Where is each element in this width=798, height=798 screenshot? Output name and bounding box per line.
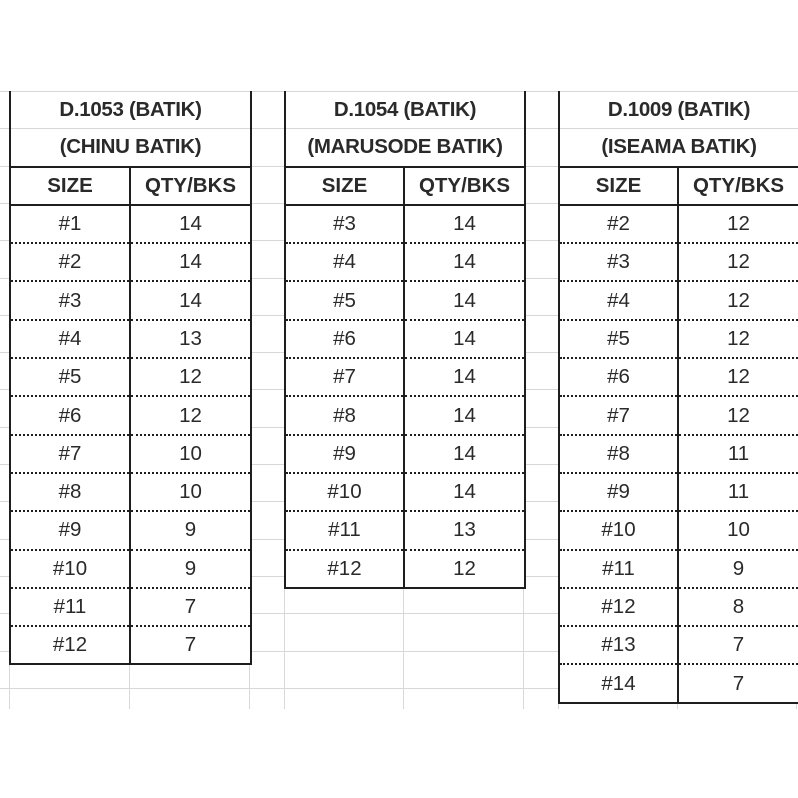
size-cell[interactable]: #5 [10, 358, 130, 396]
table-row [559, 588, 798, 626]
column-header-qty[interactable]: QTY/BKS [130, 167, 251, 205]
table-row [559, 664, 798, 702]
qty-cell[interactable]: 11 [678, 473, 798, 511]
qty-cell[interactable]: 14 [130, 243, 251, 281]
table-title-code[interactable]: D.1053 (BATIK) [10, 92, 251, 129]
table-row [285, 511, 525, 549]
qty-cell[interactable]: 12 [130, 396, 251, 434]
qty-cell[interactable]: 12 [678, 205, 798, 243]
size-cell[interactable]: #13 [559, 626, 678, 664]
qty-cell[interactable]: 14 [404, 435, 525, 473]
qty-cell[interactable]: 14 [404, 281, 525, 319]
qty-cell[interactable]: 7 [130, 588, 251, 626]
size-table-d1053 [9, 91, 252, 665]
column-header-size[interactable]: SIZE [559, 167, 678, 205]
table-row [10, 320, 251, 358]
size-cell[interactable]: #3 [285, 205, 404, 243]
column-header-qty[interactable]: QTY/BKS [678, 167, 798, 205]
qty-cell[interactable]: 12 [678, 281, 798, 319]
qty-cell[interactable]: 12 [678, 358, 798, 396]
table-row [10, 281, 251, 319]
table-row [559, 205, 798, 243]
table-row [10, 205, 251, 243]
table-row [559, 281, 798, 319]
table-row [10, 626, 251, 664]
table-row [10, 511, 251, 549]
size-cell[interactable]: #6 [285, 320, 404, 358]
table-row [559, 358, 798, 396]
qty-cell[interactable]: 14 [404, 320, 525, 358]
table-title-name[interactable]: (CHINU BATIK) [10, 129, 251, 167]
qty-cell[interactable]: 9 [130, 511, 251, 549]
table-row [10, 396, 251, 434]
table-row [559, 626, 798, 664]
table-row [559, 550, 798, 588]
size-cell[interactable]: #6 [10, 396, 130, 434]
size-cell[interactable]: #9 [285, 435, 404, 473]
qty-cell[interactable]: 9 [130, 550, 251, 588]
table-title-name[interactable]: (ISEAMA BATIK) [559, 129, 798, 167]
size-cell[interactable]: #6 [559, 358, 678, 396]
size-cell[interactable]: #9 [10, 511, 130, 549]
size-cell[interactable]: #14 [559, 664, 678, 702]
table-row [285, 243, 525, 281]
qty-cell[interactable]: 10 [678, 511, 798, 549]
size-cell[interactable]: #4 [10, 320, 130, 358]
qty-cell[interactable]: 14 [404, 473, 525, 511]
size-cell[interactable]: #7 [10, 435, 130, 473]
table-row [10, 588, 251, 626]
qty-cell[interactable]: 14 [404, 243, 525, 281]
table-title-code[interactable]: D.1009 (BATIK) [559, 92, 798, 129]
table-row [559, 435, 798, 473]
size-cell[interactable]: #2 [10, 243, 130, 281]
size-cell[interactable]: #12 [10, 626, 130, 664]
size-cell[interactable]: #1 [10, 205, 130, 243]
size-cell[interactable]: #4 [559, 281, 678, 319]
table-row [285, 550, 525, 588]
table-row [285, 396, 525, 434]
column-header-size[interactable]: SIZE [10, 167, 130, 205]
size-cell[interactable]: #3 [10, 281, 130, 319]
table-row [285, 281, 525, 319]
spreadsheet-grid [0, 91, 798, 709]
size-cell[interactable]: #3 [559, 243, 678, 281]
table-row [10, 243, 251, 281]
size-cell[interactable]: #10 [285, 473, 404, 511]
qty-cell[interactable]: 7 [678, 626, 798, 664]
table-row [10, 473, 251, 511]
table-row [559, 396, 798, 434]
qty-cell[interactable]: 12 [130, 358, 251, 396]
table-row [10, 435, 251, 473]
qty-cell[interactable]: 7 [678, 664, 798, 702]
qty-cell[interactable]: 10 [130, 435, 251, 473]
qty-cell[interactable]: 14 [404, 358, 525, 396]
column-header-qty[interactable]: QTY/BKS [404, 167, 525, 205]
qty-cell[interactable]: 13 [130, 320, 251, 358]
size-cell[interactable]: #11 [285, 511, 404, 549]
table-row [559, 320, 798, 358]
qty-cell[interactable]: 10 [130, 473, 251, 511]
size-cell[interactable]: #4 [285, 243, 404, 281]
qty-cell[interactable]: 14 [404, 396, 525, 434]
qty-cell[interactable]: 14 [130, 281, 251, 319]
qty-cell[interactable]: 12 [678, 243, 798, 281]
table-row [285, 473, 525, 511]
table-row [285, 435, 525, 473]
table-row [285, 205, 525, 243]
qty-cell[interactable]: 12 [678, 396, 798, 434]
table-row [10, 550, 251, 588]
table-row [285, 320, 525, 358]
qty-cell[interactable]: 12 [404, 550, 525, 588]
size-cell[interactable]: #7 [559, 396, 678, 434]
column-header-size[interactable]: SIZE [285, 167, 404, 205]
qty-cell[interactable]: 8 [678, 588, 798, 626]
qty-cell[interactable]: 13 [404, 511, 525, 549]
size-cell[interactable]: #10 [10, 550, 130, 588]
size-cell[interactable]: #5 [285, 281, 404, 319]
size-table-d1054 [284, 91, 526, 589]
size-cell[interactable]: #8 [285, 396, 404, 434]
qty-cell[interactable]: 7 [130, 626, 251, 664]
size-cell[interactable]: #5 [559, 320, 678, 358]
table-row [10, 358, 251, 396]
table-title-name[interactable]: (MARUSODE BATIK) [285, 129, 525, 167]
table-title-code[interactable]: D.1054 (BATIK) [285, 92, 525, 129]
table-row [559, 473, 798, 511]
size-cell[interactable]: #8 [10, 473, 130, 511]
table-row [285, 358, 525, 396]
table-row [559, 511, 798, 549]
size-table-d1009 [558, 91, 798, 704]
qty-cell[interactable]: 12 [678, 320, 798, 358]
qty-cell[interactable]: 9 [678, 550, 798, 588]
qty-cell[interactable]: 14 [404, 205, 525, 243]
size-cell[interactable]: #12 [285, 550, 404, 588]
size-cell[interactable]: #9 [559, 473, 678, 511]
size-cell[interactable]: #12 [559, 588, 678, 626]
size-cell[interactable]: #11 [10, 588, 130, 626]
size-cell[interactable]: #10 [559, 511, 678, 549]
size-cell[interactable]: #2 [559, 205, 678, 243]
table-row [559, 243, 798, 281]
size-cell[interactable]: #8 [559, 435, 678, 473]
size-cell[interactable]: #11 [559, 550, 678, 588]
qty-cell[interactable]: 11 [678, 435, 798, 473]
size-cell[interactable]: #7 [285, 358, 404, 396]
qty-cell[interactable]: 14 [130, 205, 251, 243]
